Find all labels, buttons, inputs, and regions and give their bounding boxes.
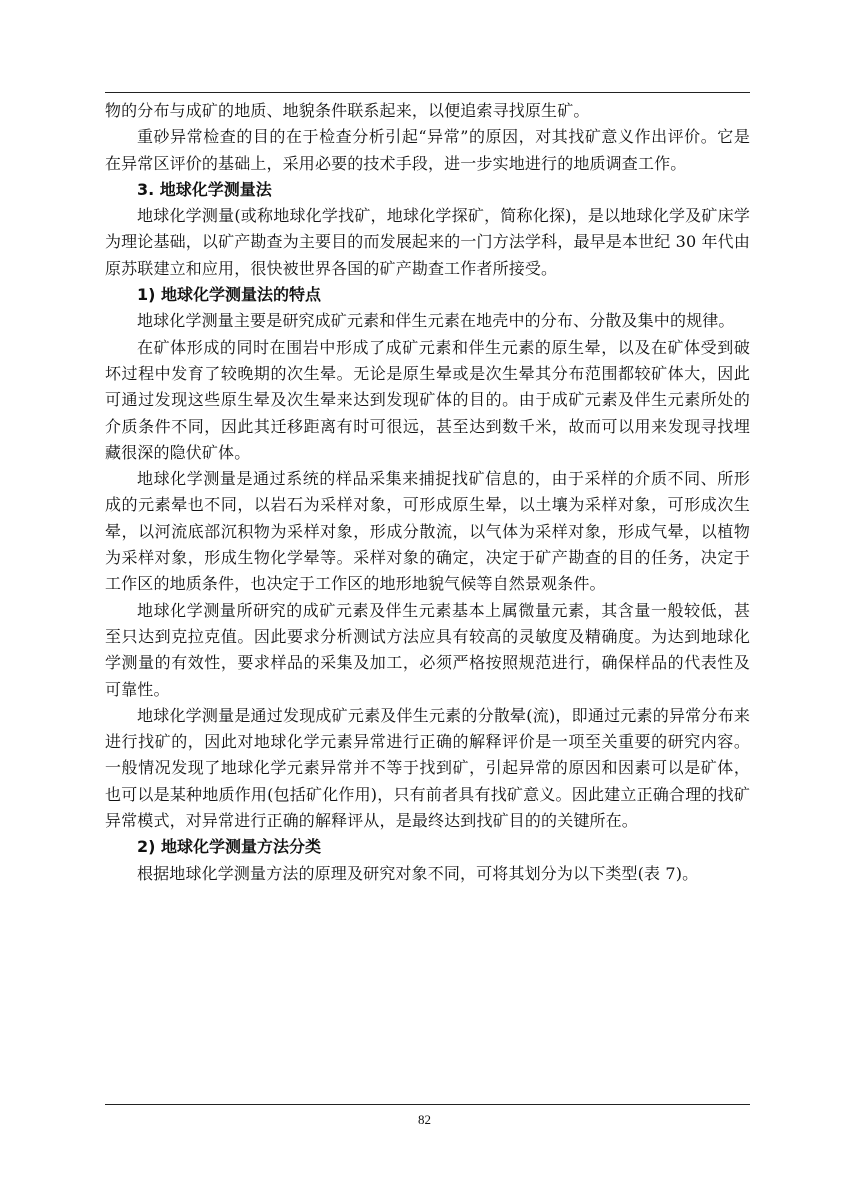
paragraph: 地球化学测量是通过发现成矿元素及伴生元素的分散晕(流)，即通过元素的异常分布来进行找矿的，因此对地球化学元素异常进行正确的解释评价是一项至关重要的研究内容。一般情况发现了地球化学元素异常并不等于找到矿，引起异常的原因和因素可以是矿体，也可以是某种地质作用(包括矿化作用)，只有前者具有找矿意义。因此建立正确合理的找矿异常模式，对异常进行正确的解释评从，是最终达到找矿目的的关键所在。	[105, 705, 750, 831]
subsection-heading: 2) 地球化学测量方法分类	[137, 837, 322, 857]
page-body	[105, 98, 750, 887]
page-number: 82	[418, 1112, 431, 1127]
paragraph: 重砂异常检查的目的在于检查分析引起“异常”的原因，对其找矿意义作出评价。它是在异常区评价的基础上，采用必要的技术手段，进一步实地进行的地质调查工作。	[105, 127, 750, 173]
subsection-heading: 1) 地球化学测量法的特点	[137, 285, 322, 305]
header-rule	[105, 92, 750, 93]
paragraph: 地球化学测量主要是研究成矿元素和伴生元素在地壳中的分布、分散及集中的规律。	[137, 311, 735, 331]
paragraph: 地球化学测量是通过系统的样品采集来捕捉找矿信息的，由于采样的介质不同、所形成的元素晕也不同，以岩石为采样对象，可形成原生晕，以土壤为采样对象，可形成次生晕，以河流底部沉积物为采样对象，形成分散流，以气体为采样对象，形成气晕，以植物为采样对象，形成生物化学晕等。采样对象的确定，决定于矿产勘查的目的任务，决定于工作区的地质条件，也决定于工作区的地形地貌气候等自然景观条件。	[105, 469, 750, 594]
paragraph: 在矿体形成的同时在围岩中形成了成矿元素和伴生元素的原生晕，以及在矿体受到破坏过程中发育了较晚期的次生晕。无论是原生晕或是次生晕其分布范围都较矿体大，因此可通过发现这些原生晕及次生晕来达到发现矿体的目的。由于成矿元素及伴生元素所处的介质条件不同，因此其迁移距离有时可很远，甚至达到数千米，故而可以用来发现寻找埋藏很深的隐伏矿体。	[105, 337, 750, 462]
section-heading: 3. 地球化学测量法	[137, 179, 272, 199]
footer-rule	[105, 1104, 750, 1105]
paragraph: 地球化学测量所研究的成矿元素及伴生元素基本上属微量元素，其含量一般较低，甚至只达到克拉克值。因此要求分析测试方法应具有较高的灵敏度及精确度。为达到地球化学测量的有效性，要求样品的采集及加工，必须严格按照规范进行，确保样品的代表性及可靠性。	[105, 600, 750, 699]
paragraph: 物的分布与成矿的地质、地貌条件联系起来，以便追索寻找原生矿。	[105, 101, 590, 120]
paragraph: 根据地球化学测量方法的原理及研究对象不同，可将其划分为以下类型(表 7)。	[137, 863, 699, 883]
paragraph: 地球化学测量(或称地球化学找矿，地球化学探矿，简称化探)，是以地球化学及矿床学为理论基础，以矿产勘查为主要目的而发展起来的一门方法学科，最早是本世纪 30 年代由原苏联建立和应用，很快被世界各国的矿产勘查工作者所接受。	[105, 206, 750, 278]
